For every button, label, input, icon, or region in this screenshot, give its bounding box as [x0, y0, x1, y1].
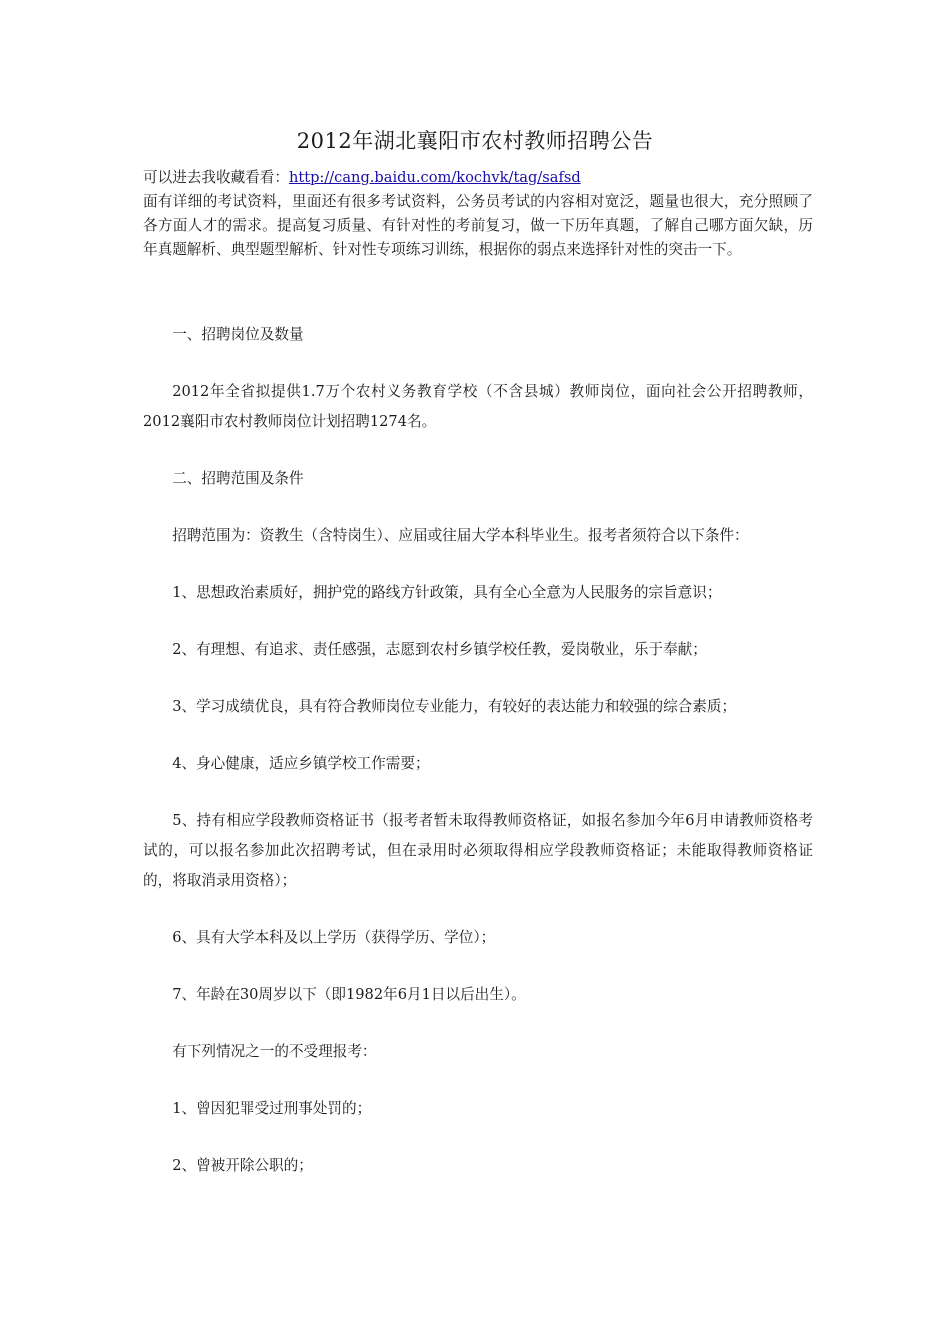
condition-item-1: 1、思想政治素质好，拥护党的路线方针政策，具有全心全意为人民服务的宗旨意识； [172, 584, 722, 601]
exclusion-item-1: 1、曾因犯罪受过刑事处罚的； [172, 1100, 372, 1117]
intro-block [143, 166, 813, 262]
condition-item-3: 3、学习成绩优良，具有符合教师岗位专业能力，有较好的表达能力和较强的综合素质； [172, 698, 737, 715]
condition-item-6: 6、具有大学本科及以上学历（获得学历、学位）； [172, 929, 496, 946]
intro-text: 面有详细的考试资料，里面还有很多考试资料，公务员考试的内容相对宽泛，题量也很大，充分照顾了各方面人才的需求。提高复习质量、有针对性的考前复习，做一下历年真题，了解自己哪方面欠缺，历年真题解析、典型题型解析、针对性专项练习训练，根据你的弱点来选择针对性的突击一下。 [143, 193, 813, 258]
document-body [143, 320, 813, 1208]
intro-prefix: 可以进去我收藏看看： [143, 169, 289, 186]
section-heading-conditions: 二、招聘范围及条件 [172, 470, 304, 487]
condition-item-7: 7、年龄在30周岁以下（即1982年6月1日以后出生）。 [172, 986, 526, 1003]
condition-item-2: 2、有理想、有追求、责任感强，志愿到农村乡镇学校任教，爱岗敬业，乐于奉献； [172, 641, 707, 658]
condition-item-4: 4、身心健康，适应乡镇学校工作需要； [172, 755, 430, 772]
paragraph-scope: 招聘范围为：资教生（含特岗生）、应届或往届大学本科毕业生。报考者须符合以下条件： [172, 527, 749, 544]
section-heading-positions: 一、招聘岗位及数量 [172, 326, 304, 343]
document-title: 2012年湖北襄阳市农村教师招聘公告 [296, 129, 654, 153]
condition-item-5: 5、持有相应学段教师资格证书（报考者暂未取得教师资格证，如报名参加今年6月申请教师资格考试的，可以报名参加此次招聘考试，但在录用时必须取得相应学段教师资格证；未能取得教师资格证的，将取消录用资格）； [143, 812, 813, 889]
exclusion-item-2: 2、曾被开除公职的； [172, 1157, 313, 1174]
exclusion-heading: 有下列情况之一的不受理报考： [172, 1043, 377, 1060]
paragraph-positions: 2012年全省拟提供1.7万个农村义务教育学校（不含县城）教师岗位，面向社会公开招聘教师，2012襄阳市农村教师岗位计划招聘1274名。 [143, 383, 813, 430]
collection-link[interactable]: http://cang.baidu.com/kochvk/tag/safsd [288, 169, 581, 186]
